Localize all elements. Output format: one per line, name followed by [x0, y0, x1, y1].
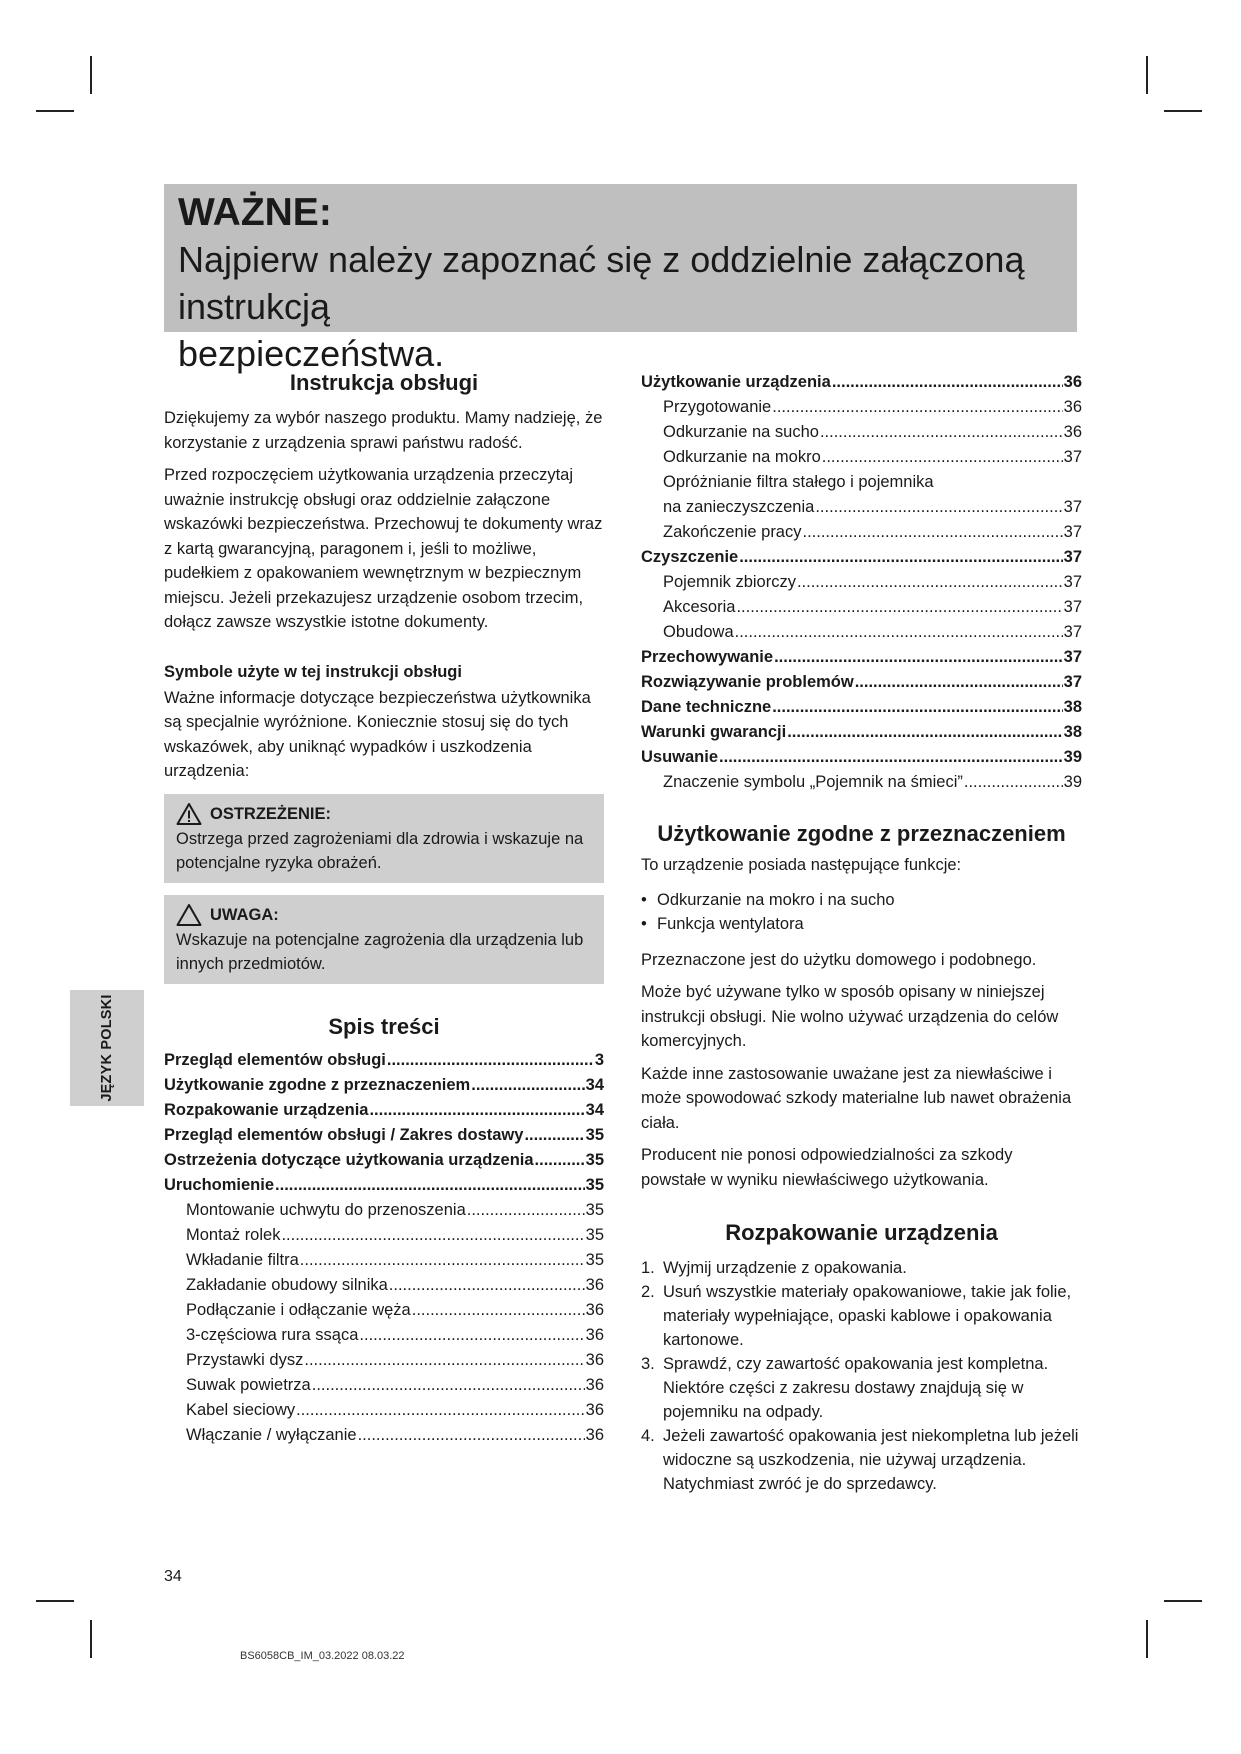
toc-entry[interactable]: Użytkowanie urządzenia ..... 36 [641, 370, 1082, 395]
toc-subentry[interactable]: Montaż rolek ..... 35 [164, 1223, 604, 1248]
toc-entry[interactable]: Rozpakowanie urządzenia ..... 34 [164, 1098, 604, 1123]
toc-subentry[interactable]: Przygotowanie ..... 36 [641, 395, 1082, 420]
toc-subentry[interactable]: Włączanie / wyłączanie ..... 36 [164, 1423, 604, 1448]
crop-mark-top-left-v [90, 56, 92, 94]
symbols-heading: Symbole użyte w tej instrukcji obsługi [164, 662, 462, 681]
warning-text: Ostrzega przed zagrożeniami dla zdrowia i wskazuje na potencjalne ryzyka obrażeń. [176, 829, 584, 872]
toc-subentry[interactable]: 3-częściowa rura ssąca ..... 36 [164, 1323, 604, 1348]
toc-subentry[interactable]: Pojemnik zbiorczy ..... 37 [641, 570, 1082, 595]
toc-subentry[interactable]: Odkurzanie na sucho ..... 36 [641, 420, 1082, 445]
toc-entry[interactable]: Usuwanie ..... 39 [641, 745, 1082, 770]
caution-title: UWAGA: [210, 905, 279, 924]
toc-subentry[interactable]: na zanieczyszczenia ..... 37 [641, 495, 1082, 520]
warning-triangle-icon [176, 802, 202, 826]
warning-box [164, 794, 604, 883]
crop-mark-bottom-left-v [90, 1620, 92, 1658]
footer-code: BS6058CB_IM_03.2022 08.03.22 [240, 1650, 405, 1662]
caution-triangle-icon [176, 903, 202, 927]
intended-use-paragraph-3: Każde inne zastosowanie uważane jest za niewłaściwe i może spowodować szkody materialne lub nawet obrażenia ciała. [641, 1064, 1072, 1132]
symbols-paragraph: Ważne informacje dotyczące bezpieczeństwa użytkownika są specjalnie wyróżnione. Koniecznie stosuj się do tych wskazówek, aby uniknąć wypadków i uszkodzenia urządzenia: [164, 688, 591, 780]
toc-subentry[interactable]: Przystawki dysz ..... 36 [164, 1348, 604, 1373]
crop-mark-top-right-h [1164, 110, 1202, 112]
crop-mark-top-left-h [36, 110, 74, 112]
toc-subentry[interactable]: Wkładanie filtra ..... 35 [164, 1248, 604, 1273]
intended-use-title: Użytkowanie zgodne z przeznaczeniem [657, 821, 1066, 846]
warning-title: OSTRZEŻENIE: [210, 804, 332, 823]
list-item: 2. Usuń wszystkie materiały opakowaniowe, takie jak folie, materiały wypełniające, opaski kablowe i opakowania kartonowe. [641, 1283, 1072, 1349]
banner-line-1: Najpierw należy zapoznać się z oddzielnie załączoną instrukcją [178, 239, 1025, 327]
crop-mark-bottom-right-v [1146, 1620, 1148, 1658]
intended-use-paragraph-4: Producent nie ponosi odpowiedzialności za szkody powstałe w wyniku niewłaściwego użytkowania. [641, 1146, 1013, 1189]
toc-subentry[interactable]: Odkurzanie na mokro ..... 37 [641, 445, 1082, 470]
toc-subentry[interactable]: Opróżnianie filtra stałego i pojemnika [663, 473, 934, 491]
manual-title: Instrukcja obsługi [289, 370, 479, 395]
intended-use-paragraph-1: Przeznaczone jest do użytku domowego i podobnego. [641, 950, 1037, 969]
caution-text: Wskazuje na potencjalne zagrożenia dla urządzenia lub innych przedmiotów. [176, 930, 584, 973]
intended-use-list [641, 888, 1082, 936]
banner-line-2: bezpieczeństwa. [178, 333, 445, 374]
crop-mark-bottom-right-h [1164, 1600, 1202, 1602]
toc-entry[interactable]: Dane techniczne ..... 38 [641, 695, 1082, 720]
toc-entry[interactable]: Przegląd elementów obsługi / Zakres dostawy ..... 35 [164, 1123, 604, 1148]
list-item: 4. Jeżeli zawartość opakowania jest niekompletna lub jeżeli widoczne są uszkodzenia, nie używaj urządzenia. Natychmiast zwróć je do sprzedawcy. [641, 1427, 1079, 1493]
page-number: 34 [164, 1568, 182, 1585]
toc-subentry[interactable]: Montowanie uchwytu do przenoszenia ..... 35 [164, 1198, 604, 1223]
toc-subentry[interactable]: Kabel sieciowy ..... 36 [164, 1398, 604, 1423]
crop-mark-top-right-v [1146, 56, 1148, 94]
toc-left [164, 1048, 604, 1448]
right-column [641, 370, 1082, 1496]
toc-entry[interactable]: Przechowywanie ..... 37 [641, 645, 1082, 670]
toc-entry[interactable]: Czyszczenie ..... 37 [641, 545, 1082, 570]
toc-subentry[interactable]: Akcesoria ..... 37 [641, 595, 1082, 620]
toc-entry[interactable]: Ostrzeżenia dotyczące użytkowania urządzenia ..... 35 [164, 1148, 604, 1173]
toc-subentry[interactable]: Suwak powietrza ..... 36 [164, 1373, 604, 1398]
language-side-tab [70, 990, 144, 1106]
caution-box [164, 895, 604, 984]
language-side-tab-label: JĘZYK POLSKI [99, 994, 115, 1102]
toc-entry[interactable]: Użytkowanie zgodne z przeznaczeniem ..... 34 [164, 1073, 604, 1098]
toc-subentry[interactable]: Podłączanie i odłączanie węża ..... 36 [164, 1298, 604, 1323]
unpacking-steps [641, 1256, 1082, 1496]
crop-mark-bottom-left-h [36, 1600, 74, 1602]
toc-subentry[interactable]: Zakończenie pracy ..... 37 [641, 520, 1082, 545]
toc-subentry[interactable]: Zakładanie obudowy silnika ..... 36 [164, 1273, 604, 1298]
list-item: 1. Wyjmij urządzenie z opakowania. [641, 1259, 907, 1277]
list-item: • Funkcja wentylatora [641, 912, 1082, 936]
unpacking-title: Rozpakowanie urządzenia [725, 1220, 998, 1245]
left-column [164, 370, 604, 1448]
toc-right [641, 370, 1082, 795]
toc-entry[interactable]: Rozwiązywanie problemów ..... 37 [641, 670, 1082, 695]
intended-use-intro: To urządzenie posiada następujące funkcje: [641, 856, 962, 874]
important-banner [164, 184, 1077, 374]
toc-entry[interactable]: Przegląd elementów obsługi ..... 3 [164, 1048, 604, 1073]
toc-entry[interactable]: Warunki gwarancji ..... 38 [641, 720, 1082, 745]
toc-title: Spis treści [328, 1013, 440, 1039]
manual-paragraph-1: Dziękujemy za wybór naszego produktu. Mamy nadzieję, że korzystanie z urządzenia sprawi państwu radość. [164, 409, 603, 452]
toc-subentry[interactable]: Znaczenie symbolu „Pojemnik na śmieci” ..... 39 [641, 770, 1082, 795]
toc-subentry[interactable]: Obudowa ..... 37 [641, 620, 1082, 645]
banner-heading: WAŻNE: [178, 191, 332, 234]
intended-use-paragraph-2: Może być używane tylko w sposób opisany w niniejszej instrukcji obsługi. Nie wolno używać urządzenia do celów komercyjnych. [641, 983, 1059, 1050]
toc-entry[interactable]: Uruchomienie ..... 35 [164, 1173, 604, 1198]
list-item: • Odkurzanie na mokro i na sucho [641, 888, 1082, 912]
list-item: 3. Sprawdź, czy zawartość opakowania jest kompletna. Niektóre części z zakresu dostawy znajdują się w pojemniku na odpady. [641, 1355, 1049, 1421]
manual-paragraph-2: Przed rozpoczęciem użytkowania urządzenia przeczytaj uważnie instrukcję obsługi oraz oddzielnie załączone wskazówki bezpieczeństwa. Przechowuj te dokumenty wraz z kartą gwarancyjną, paragonem i, jeśli to możliwe, pudełkiem z opakowaniem wewnętrznym w bezpiecznym miejscu. Jeżeli przekazujesz urządzenie osobom trzecim, dołącz zawsze wszystkie istotne dokumenty. [164, 466, 603, 631]
